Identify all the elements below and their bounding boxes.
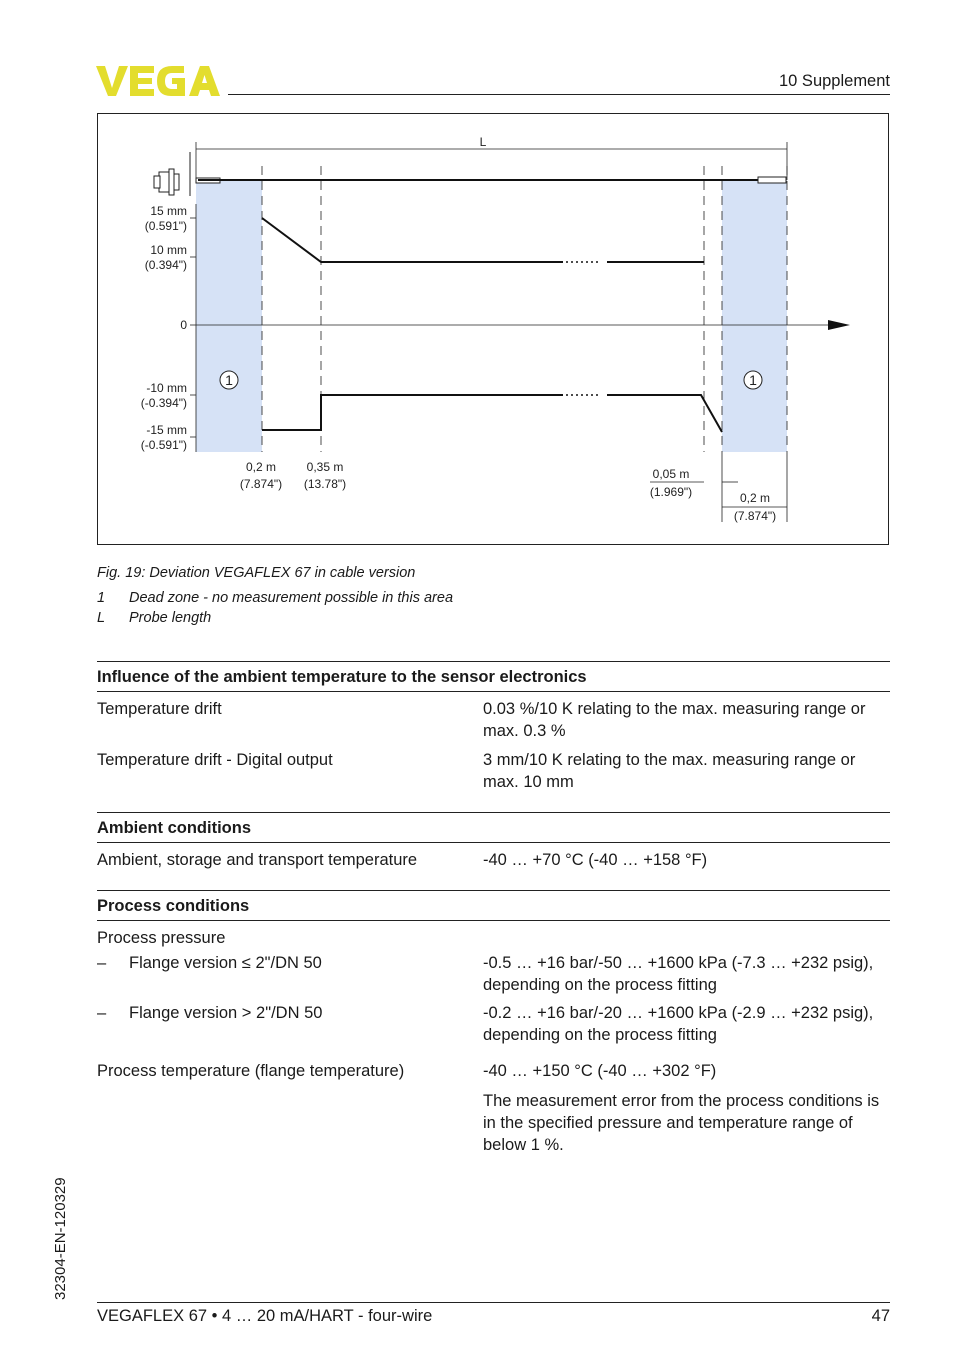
process-conditions-section	[97, 890, 890, 1156]
spec-label: Ambient, storage and transport temperature	[97, 851, 418, 869]
spec-label: Process temperature (flange temperature)	[97, 1062, 405, 1080]
legend-item	[97, 590, 453, 610]
y-label-zero: 0	[180, 318, 187, 332]
x-label-02m-in: (7.874")	[239, 477, 283, 491]
spec-row	[97, 1002, 890, 1046]
legend-key: 1	[97, 590, 106, 606]
x-label-035m-in: (13.78")	[303, 477, 347, 491]
spec-value: -0.5 … +16 bar/-50 … +1600 kPa (-7.3 … +232 psig), depending on the process fitting	[483, 954, 874, 994]
legend-item	[97, 610, 453, 630]
y-label-10mm-in: (0.394")	[144, 258, 187, 272]
spec-row	[97, 1060, 890, 1082]
page-number: 47	[871, 1307, 890, 1325]
spec-label: Process pressure	[97, 929, 226, 947]
probe-length-label: L	[479, 135, 487, 149]
probe-weight	[758, 177, 786, 183]
footer-rule	[97, 1302, 890, 1303]
spec-label: Temperature drift - Digital output	[97, 751, 333, 769]
spec-value: 0.03 %/10 K relating to the max. measuring range or max. 0.3 %	[483, 700, 866, 740]
section-heading: Process conditions	[97, 890, 890, 921]
spec-value: -40 … +150 °C (-40 … +302 °F)	[483, 1062, 717, 1080]
spec-row	[97, 849, 890, 871]
spec-row	[97, 927, 890, 949]
spec-row	[97, 698, 890, 742]
dead-zone-right	[722, 180, 787, 452]
spec-label: Temperature drift	[97, 700, 222, 718]
svg-text:1: 1	[225, 372, 233, 388]
y-label-15mm-in: (0.591")	[144, 219, 187, 233]
spec-row	[97, 749, 890, 793]
spec-value: -40 … +70 °C (-40 … +158 °F)	[483, 851, 708, 869]
header-rule	[228, 94, 890, 95]
spec-label: – Flange version ≤ 2"/DN 50	[97, 954, 322, 972]
lower-deviation-curve	[262, 395, 563, 430]
legend-text: Dead zone - no measurement possible in this area	[129, 590, 454, 606]
figure-caption: Fig. 19: Deviation VEGAFLEX 67 in cable version	[97, 565, 416, 581]
x-label-005m-in: (1.969")	[649, 485, 693, 499]
deviation-diagram	[98, 114, 890, 546]
x-label-005m: 0,05 m	[652, 467, 690, 481]
axis-arrow-icon	[828, 320, 850, 330]
y-label-neg10mm-in: (-0.394")	[140, 396, 187, 410]
section-heading: Influence of the ambient temperature to the sensor electronics	[97, 661, 890, 692]
dead-zone-left	[196, 180, 262, 452]
y-label-neg15mm: -15 mm	[146, 423, 187, 437]
legend-text: Probe length	[129, 609, 212, 626]
spec-value: -0.2 … +16 bar/-20 … +1600 kPa (-2.9 … +232 psig), depending on the process fitting	[483, 1004, 874, 1044]
spec-row	[97, 952, 890, 996]
y-label-15mm: 15 mm	[150, 204, 187, 218]
spec-row	[97, 1090, 890, 1156]
section-label: 10 Supplement	[779, 72, 890, 90]
spec-value: 3 mm/10 K relating to the max. measuring range or max. 10 mm	[483, 751, 856, 791]
x-label-035m: 0,35 m	[306, 460, 344, 474]
x-label-02m-right: 0,2 m	[739, 491, 771, 505]
svg-text:1: 1	[749, 372, 757, 388]
y-label-10mm: 10 mm	[150, 243, 187, 257]
y-label-neg10mm: -10 mm	[146, 381, 187, 395]
spec-note: The measurement error from the process conditions is in the specified pressure and temperature range of below 1 %.	[483, 1092, 880, 1154]
document-code: 32304-EN-120329	[52, 1177, 69, 1300]
y-label-neg15mm-in: (-0.591")	[140, 438, 187, 452]
upper-deviation-curve	[262, 218, 563, 262]
legend-key: L	[97, 609, 106, 626]
section-heading: Ambient conditions	[97, 812, 890, 843]
ambient-conditions-section	[97, 812, 890, 871]
vega-logo	[96, 64, 220, 98]
x-label-02m-right-in: (7.874")	[733, 509, 777, 523]
figure-legend	[97, 590, 453, 629]
footer-title: VEGAFLEX 67 • 4 … 20 mA/HART - four-wire	[97, 1307, 433, 1325]
temperature-influence-section	[97, 661, 890, 793]
spec-label: – Flange version > 2"/DN 50	[97, 1004, 323, 1022]
x-label-02m: 0,2 m	[245, 460, 277, 474]
deviation-figure	[97, 113, 889, 545]
